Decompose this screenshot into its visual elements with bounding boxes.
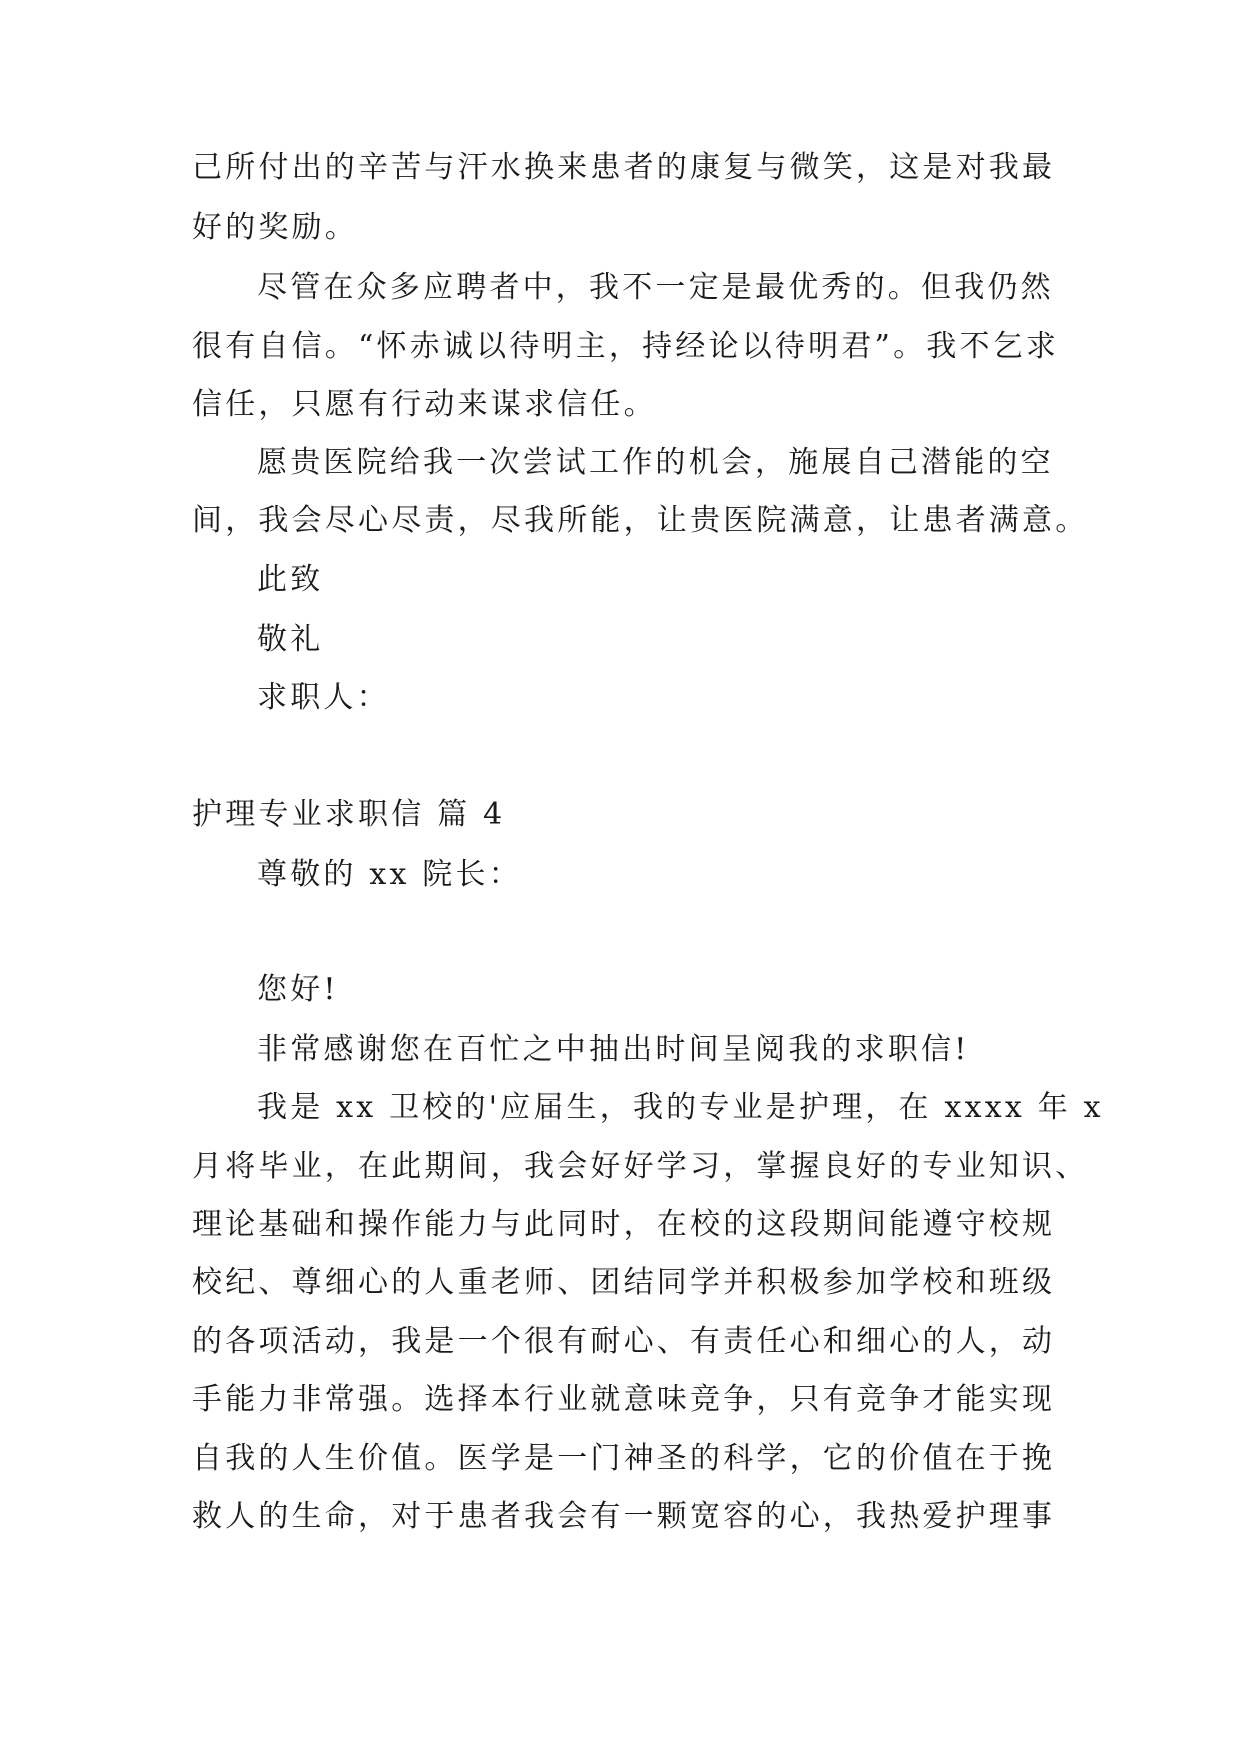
paragraph-line: 自我的人生价值。医学是一门神圣的科学，它的价值在于挽 xyxy=(192,1441,1056,1476)
paragraph-line: 很有自信。“怀赤诚以待明主，持经论以待明君”。我不乞求 xyxy=(192,329,1060,364)
paragraph-line: 手能力非常强。选择本行业就意味竞争，只有竞争才能实现 xyxy=(192,1382,1056,1417)
paragraph-line: 尽管在众多应聘者中，我不一定是最优秀的。但我仍然 xyxy=(257,270,1054,305)
paragraph-line: 好的奖励。 xyxy=(192,210,358,245)
greeting-line: 您好! xyxy=(257,972,339,1007)
paragraph-line: 的各项活动，我是一个很有耐心、有责任心和细心的人，动 xyxy=(192,1324,1056,1359)
paragraph-line: 月将毕业，在此期间，我会好好学习，掌握良好的专业知识、 xyxy=(192,1149,1089,1184)
paragraph-line: 愿贵医院给我一次尝试工作的机会，施展自己潜能的空 xyxy=(257,445,1054,480)
paragraph-line: 间，我会尽心尽责，尽我所能，让贵医院满意，让患者满意。 xyxy=(192,503,1089,538)
paragraph-line: 救人的生命，对于患者我会有一颗宽容的心，我热爱护理事 xyxy=(192,1499,1056,1534)
paragraph-line: 校纪、尊细心的人重老师、团结同学并积极参加学校和班级 xyxy=(192,1265,1056,1300)
closing-salutation: 此致 xyxy=(257,562,324,597)
paragraph-line: 己所付出的辛苦与汗水换来患者的康复与微笑，这是对我最 xyxy=(192,150,1056,185)
greeting-line: 尊敬的 xx 院长： xyxy=(257,857,522,892)
paragraph-line: 理论基础和操作能力与此同时，在校的这段期间能遵守校规 xyxy=(192,1207,1056,1242)
closing-regards: 敬礼 xyxy=(257,622,324,657)
paragraph-line: 非常感谢您在百忙之中抽出时间呈阅我的求职信! xyxy=(257,1032,970,1067)
paragraph-line: 我是 xx 卫校的'应届生，我的专业是护理，在 xxxx 年 x xyxy=(257,1090,1104,1125)
signature-label: 求职人： xyxy=(257,680,390,715)
section-title: 护理专业求职信 篇 4 xyxy=(192,797,506,832)
paragraph-line: 信任，只愿有行动来谋求信任。 xyxy=(192,387,657,422)
